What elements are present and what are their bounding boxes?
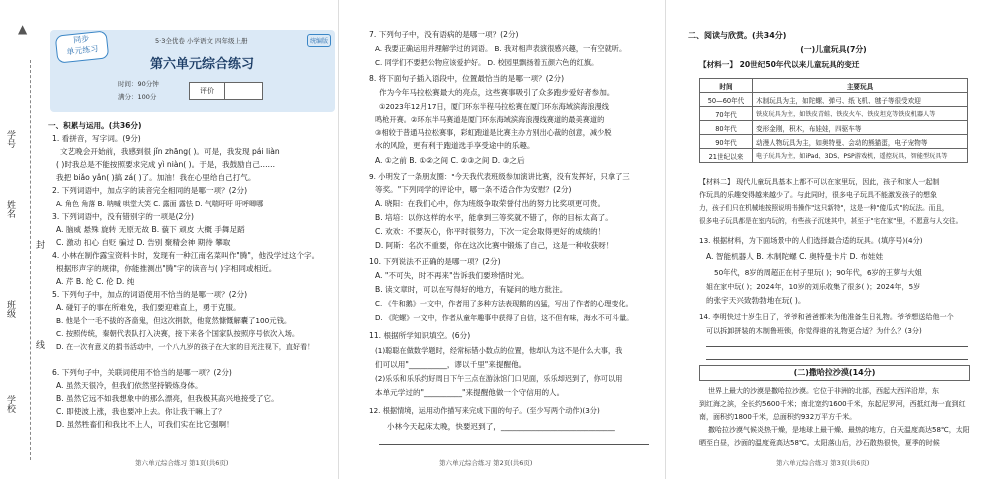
series-label: 5·3全优卷 小学语文 四年级上册 [155,37,248,45]
binding-label-school: 学校 [5,395,15,413]
p2-line: 11. 根据所学知识填空。(6分) [369,331,471,340]
page-1 [0,0,338,479]
binding-line [30,60,31,460]
toys-table [699,78,968,163]
p2-line: 水的风险，更有利于跑道选手享受途中的乐趣。 [375,141,535,150]
full-score-label: 满分：100分 [118,93,157,101]
table-row [700,135,968,149]
p2-line: C. 同学们不要把公物应该爱护好。 D. 校园里飘扬着五颜六色的红旗。 [375,58,599,67]
p2-line: B. 读文章时，可以在写得好的地方，有疑问的地方批注。 [375,285,568,294]
page-2 [338,0,665,479]
p1-line: 3. 下列词语中，没有错别字的一项是(2分) [52,212,194,221]
p2-line: D. 阿斯：名次不重要，你在这次比赛中锻炼了自己，这是一种收获呀！ [375,241,614,250]
p1-line: 4. 小林在制作露宝资料卡时，发现有一种江南名菜叫作"腾"，他没学过这个字。 [52,251,320,260]
q13-line: 姐在家中玩( )；2024年，10岁的刘乐收集了很多( )；2024年，5岁 [706,282,921,291]
p1-line: D. 虽然牲畜们和我比不上人，可我们实在比它强啊！ [56,420,234,429]
p1-line: 5. 下列句子中，加点的词语使用不恰当的是哪一项？(2分) [52,290,248,299]
p1-line: ( )时我总是不能按照要求完成 yì niàn( )。于是，我鼓励自己…… [56,160,276,169]
table-row [700,149,968,163]
passage-line: 撒哈拉沙漠气候炎热干燥，是地球上最干燥、最热的地方，白天温度高达58℃，太阳 [708,426,970,434]
p1-line: A. 角色 角落 B. 呐喊 哄堂大笑 C. 露面 露怯 D. 气喘吁吁 吁呼唧哪 [56,200,264,208]
p1-line: A. 碰钉子的事在所难免，我们要迎难直上，勇于克服。 [56,303,241,312]
rocket-icon: ▲ [18,22,28,36]
table-cell: 电子玩具为主，如iPad、3DS、PSP游戏机，遥控玩具，智能型玩具等 [753,149,968,163]
p2-line: B. 培培：以你这样的水平，能拿到三等奖就不错了，你的目标太高了。 [375,213,613,222]
table-cell: 70年代 [700,107,753,121]
binding-label-id: 学号 [5,130,15,148]
p1-line: C. 激动 扣心 自贬 骗过 D. 告别 聚精会神 期待 攀取 [56,238,231,247]
answer-line [379,444,649,445]
binding-label-line: 线 [34,340,44,349]
p2-line: A. 晓阳：在我们心中，你为班级争取荣誉付出的努力比奖项更可贵。 [375,199,606,208]
p2-line: C. 欢欢：不要灰心，你平时很努力，下次一定会取得更好的成绩的！ [375,227,606,236]
q13-line: 50年代，8岁的周超正在村子里玩( )；90年代，6岁的王萝与大姐 [714,268,922,277]
q13-line: A. 智能机器人 B. 木制陀螺 C. 奥特曼卡片 D. 布娃娃 [706,252,884,261]
p2-line: 12. 根据情境，运用动作描写来完成下面的句子。(至少写两个动作)(3分) [369,406,600,415]
q14-line: 14. 李明快过十岁生日了，爷爷和爸爸都来为他准备生日礼物。爷爷想送给他一个 [699,312,954,321]
table-header: 时间 [700,79,753,93]
p2-line: 等奖。"下列同学的评论中，哪一条不适合作为安慰？(2分) [375,185,572,194]
passage-line: 晒至白昼，沙面的温度竟高达58℃。太阳落山后，沙石散热很快，夏季的时候 [699,439,940,447]
answer-line [706,346,968,347]
binding-label-name: 姓名 [5,200,15,218]
table-cell: 木制玩具为主，如陀螺、弹弓、纸飞机、毽子等很受欢迎 [753,93,968,107]
table-header-row [700,79,968,93]
q13-line: 的张宇天兴致勃勃地在玩( )。 [706,296,806,305]
material-2-line: 作玩具的乐趣变得越来越少了。与此同时，很多电子玩具不能激发孩子的想象 [699,191,937,199]
section-title: 二、阅读与欣赏。(共34分) [688,31,787,40]
unit-badge [55,30,110,63]
table-header: 主要玩具 [753,79,968,93]
p2-line: (1)聪聪在做数学题时，经常标错小数点的位置，他却认为这不是什么大事，我 [375,346,623,355]
time-label: 时间：90分钟 [118,80,159,88]
q14-line: 可以拆卸拼装的木制鲁班锁，你觉得谁的礼物更合适？为什么？(3分) [706,326,922,335]
answer-line [706,359,968,360]
p2-line: 作为今年马拉松赛最大的亮点，这些赛事吸引了众多跑步爱好者参加。 [379,88,615,97]
page-footer: 第六单元综合练习 第2页(共6页) [439,459,533,467]
p2-line: 们可以用"__________，谬以千里"来提醒他。 [375,360,527,369]
p2-line: C. 《牛和鹅》一文中，作者用了多种方法表现鹅的凶猛，写出了作者的心理变化。 [375,299,633,308]
p2-line: 本单元学过的"__________"来提醒他做一个守信用的人。 [375,388,565,397]
material-1-title: 【材料一】 20世纪50年代以来儿童玩具的变迁 [699,60,860,69]
p2-line: 7. 下列句子中，没有语病的是哪一项？(2分) [369,30,519,39]
table-cell: 50—60年代 [700,93,753,107]
badge-bottom: 单元练习 [65,44,99,57]
badge-top: 同步 [72,34,90,45]
p1-line: D. 在一次有意义的捐书活动中，一个八九岁的孩子在大家的目光注视下，直好看！ [56,342,315,351]
q13-line: 13. 根据材料，为下面场景中的人们选择最合适的玩具。(填序号)(4分) [699,236,923,245]
p1-line: B. 他是个一毛不拔的吝啬鬼，但这次捐款，他竟然慷慨解囊了100元钱。 [56,316,292,325]
p1-line: 根据形声字的规律，你能推测出"腾"字的读音与( )字相同或相近。 [56,264,277,273]
page-3 [665,0,1000,479]
page-footer: 第六单元综合练习 第1页(共6页) [135,459,229,467]
binding-label-seal: 封 [34,240,44,249]
p2-line: D. 《陀螺》一文中，作者从童年趣事中获得了自信，这不但有味，海水不可斗量。 [375,313,634,322]
p1-line: C. 按照传统，秦朝代表队打入决赛，接下来各个国家队按照序号依次入场。 [56,329,300,338]
p2-line: 9. 小明发了一条朋友圈："今天我代表班级参加演讲比赛，没有发挥好，只拿了三 [369,172,630,181]
p1-line: A. 虽然天很冷，但我们依然坚持锻炼身体。 [56,381,203,390]
p2-line: 鸣枪开赛。②环东半马赛道是厦门环东海域滨海浪漫线赛道的最美赛道的 [375,115,605,124]
table-cell: 90年代 [700,135,753,149]
p2-line: A. ①之前 B. ①②之间 C. ②③之间 D. ③之后 [375,156,525,165]
p1-line: C. 即使波上涨，我也要冲上去。你让我干嘛上了？ [56,407,226,416]
p2-line: 10. 下列说法不正确的是哪一项？(2分) [369,257,501,266]
p2-line: ①2023年12月17日，厦门环东半程马拉松赛在厦门环东海域滨海浪漫线 [379,102,609,111]
score-label: 评价 [190,83,225,99]
table-row [700,121,968,135]
p2-line: 8. 将下面句子插入语段中，位置最恰当的是哪一项？(2分) [369,74,565,83]
table-cell: 动漫人物玩具为主，如奥特曼、会动的熊猫蛋，电子宠物等 [753,135,968,149]
passage-line: 南，面积约1800千米，总面积约932万平方千米。 [699,413,857,421]
subsection-title: (一)儿童玩具(7分) [800,45,867,54]
p2-line: (2)乐乐和乐乐约好周日下午三点在游泳馆门口见面，乐乐却迟到了，你可以用 [375,374,623,383]
page-footer: 第六单元综合练习 第3页(共6页) [776,459,870,467]
table-cell: 21世纪以来 [700,149,753,163]
p1-line: 一、积累与运用。(共36分) [48,121,142,130]
p1-line: B. 虽然它远不如我想象中的那么漂亮，但我极其高兴地接受了它。 [56,394,279,403]
p2-line: A. "不可失，时不再来"告诉我们要珍惜时光。 [375,271,529,280]
p1-line: 1. 看拼音，写字词。(9分) [52,134,141,143]
table-cell: 80年代 [700,121,753,135]
p2-line: ③相较于普通马拉松赛事，彩虹跑道是比赛主办方别出心裁的创意，减少脱 [375,128,612,137]
table-cell: 变形金刚，积木，布娃娃，四驱车等 [753,121,968,135]
material-2-line: 【材料二】 现代儿童玩具基本上都不可以在家里玩，因此，孩子和家人一起制 [699,178,940,186]
p1-line: A. 脑威 悬殊 旋转 无原无故 B. 藐下 顽皮 大概 手舞足蹈 [56,225,245,234]
p1-line: 6. 下列句子中，关联词使用不恰当的是哪一项？(2分) [52,368,232,377]
table-row [700,107,968,121]
p2-line: 小林今天起床太晚，快要迟到了，______________________________ [387,422,615,431]
p1-line: 2. 下列词语中，加点字的读音完全相同的是哪一项？(2分) [52,186,248,195]
passage-line: 世界上最大的沙漠是撒哈拉沙漠。它位于非洲的北部，西起大西洋沿岸，东 [708,387,939,395]
subsection-title: (二)撒哈拉沙漠(14分) [699,365,970,381]
table-row [700,93,968,107]
score-box [189,82,263,100]
p1-line: 文艺晚会开始前，我感到很 jǐn zhāng( )。可是，我发现 pái liàn [60,147,280,156]
p1-line: 我把 biǎo yǎn( )搞 zá( )了。加油！我在心里给自己打气。 [56,173,256,182]
page-title: 第六单元综合练习 [150,57,255,72]
binding-margin [0,0,44,479]
p2-line: A. 我要正确运用并理解学过的词语。 B. 我对相声表演很感兴趣，一有空就听。 [375,44,627,53]
p1-line: A. 芹 B. 纶 C. 伦 D. 纯 [56,277,135,286]
edition-tag: 统编版 [307,34,331,47]
binding-label-class: 班级 [5,300,15,318]
table-cell: 铁皮玩具为主，如铁皮青蛙、铁皮火车、铁皮坦克等铁皮机器人等 [753,107,968,121]
material-2-line: 很多电子玩具都是在室内玩的，有些孩子沉迷其中，甚至于"宅在家"里，不愿意与人交往。 [699,217,963,225]
material-2-line: 力，孩子们只在机械地按照说明书操作"这只新特"，这是一种"傻瓜式"的玩法。而且， [699,204,949,212]
passage-line: 到红海之滨，全长约5600千米；南北宽约1600千米，东起尼罗河，西抵红海一直到红 [699,400,966,408]
